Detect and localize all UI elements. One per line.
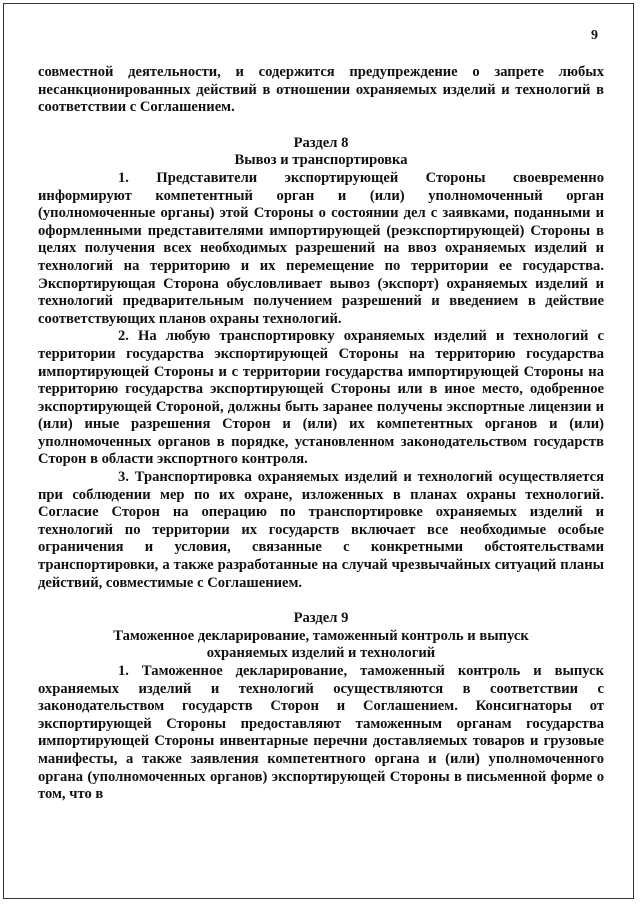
section-8-number: Раздел 8: [293, 134, 349, 151]
page-number: 9: [591, 28, 598, 43]
section-9-title-line-1: Таможенное декларирование, таможенный контроль и выпуск: [113, 627, 529, 644]
intro-paragraph: совместной деятельности, и содержится предупреждение о запрете любых несанкционированных действий в отношении охраняемых изделий и технологий в соответствии с Соглашением.: [38, 64, 604, 116]
section-9-number: Раздел 9: [293, 610, 349, 627]
section-8-paragraph-3: 3. Транспортировка охраняемых изделий и технологий осуществляется при соблюдении мер по их охране, изложенных в планах охраны технологий. Согласие Сторон на операцию по транспортировке охраняемых изделий и технологий по территории их государств включает все необходимые особые ограничения и условия, связанные с конкретными обстоятельствами транспортировки, а также разработанные на случай чрезвычайных ситуаций планы действий, совместимые с Соглашением.: [38, 469, 604, 591]
section-9-paragraph-1: 1. Таможенное декларирование, таможенный контроль и выпуск охраняемых изделий и технологий осуществляются в соответствии с законодательством государств Сторон и Соглашением. Консигнаторы от экспортирующей Стороны предоставляют таможенным органам государства импортирующей Стороны инвентарные перечни доставляемых товаров и грузовые манифесты, а также заявления компетентного органа и (или) уполномоченного органа (уполномоченных органов) экспортирующей Стороны в письменной форме о том, что в: [38, 663, 604, 803]
section-8-title: Вывоз и транспортировка: [234, 152, 408, 169]
section-8-paragraph-1: 1. Представители экспортирующей Стороны своевременно информируют компетентный орган и (или) уполномоченный орган (уполномоченные органы) этой Стороны о состоянии дел с заявками, поданными и оформленными представителями импортирующей (реэкспортирующей) Стороны в целях получения всех необходимых разрешений на ввоз охраняемых изделий и технологий на территорию и их перемещение по территории ее государства. Экспортирующая Сторона обусловливает вывоз (экспорт) охраняемых изделий и технологий предварительным получением разрешений и введением в действие соответствующих планов охраны технологий.: [38, 169, 604, 327]
document-body: [38, 64, 604, 804]
section-9-title-line-2: охраняемых изделий и технологий: [206, 645, 436, 662]
spacer: [38, 117, 604, 135]
section-8-paragraph-2: 2. На любую транспортировку охраняемых изделий и технологий с территории государства экспортирующей Стороны на территорию государства импортирующей Стороны и с территории государства импортирующей Стороны на территорию государства экспортирующей Стороны или в иное место, одобренное экспортирующей Стороной, должны быть заранее получены экспортные лицензии и (или) иные разрешения Сторон и (или) их компетентных органов и (или) уполномоченных органов в порядке, установленном законодательством государств Сторон в области экспортного контроля.: [38, 328, 604, 468]
spacer: [38, 592, 604, 610]
